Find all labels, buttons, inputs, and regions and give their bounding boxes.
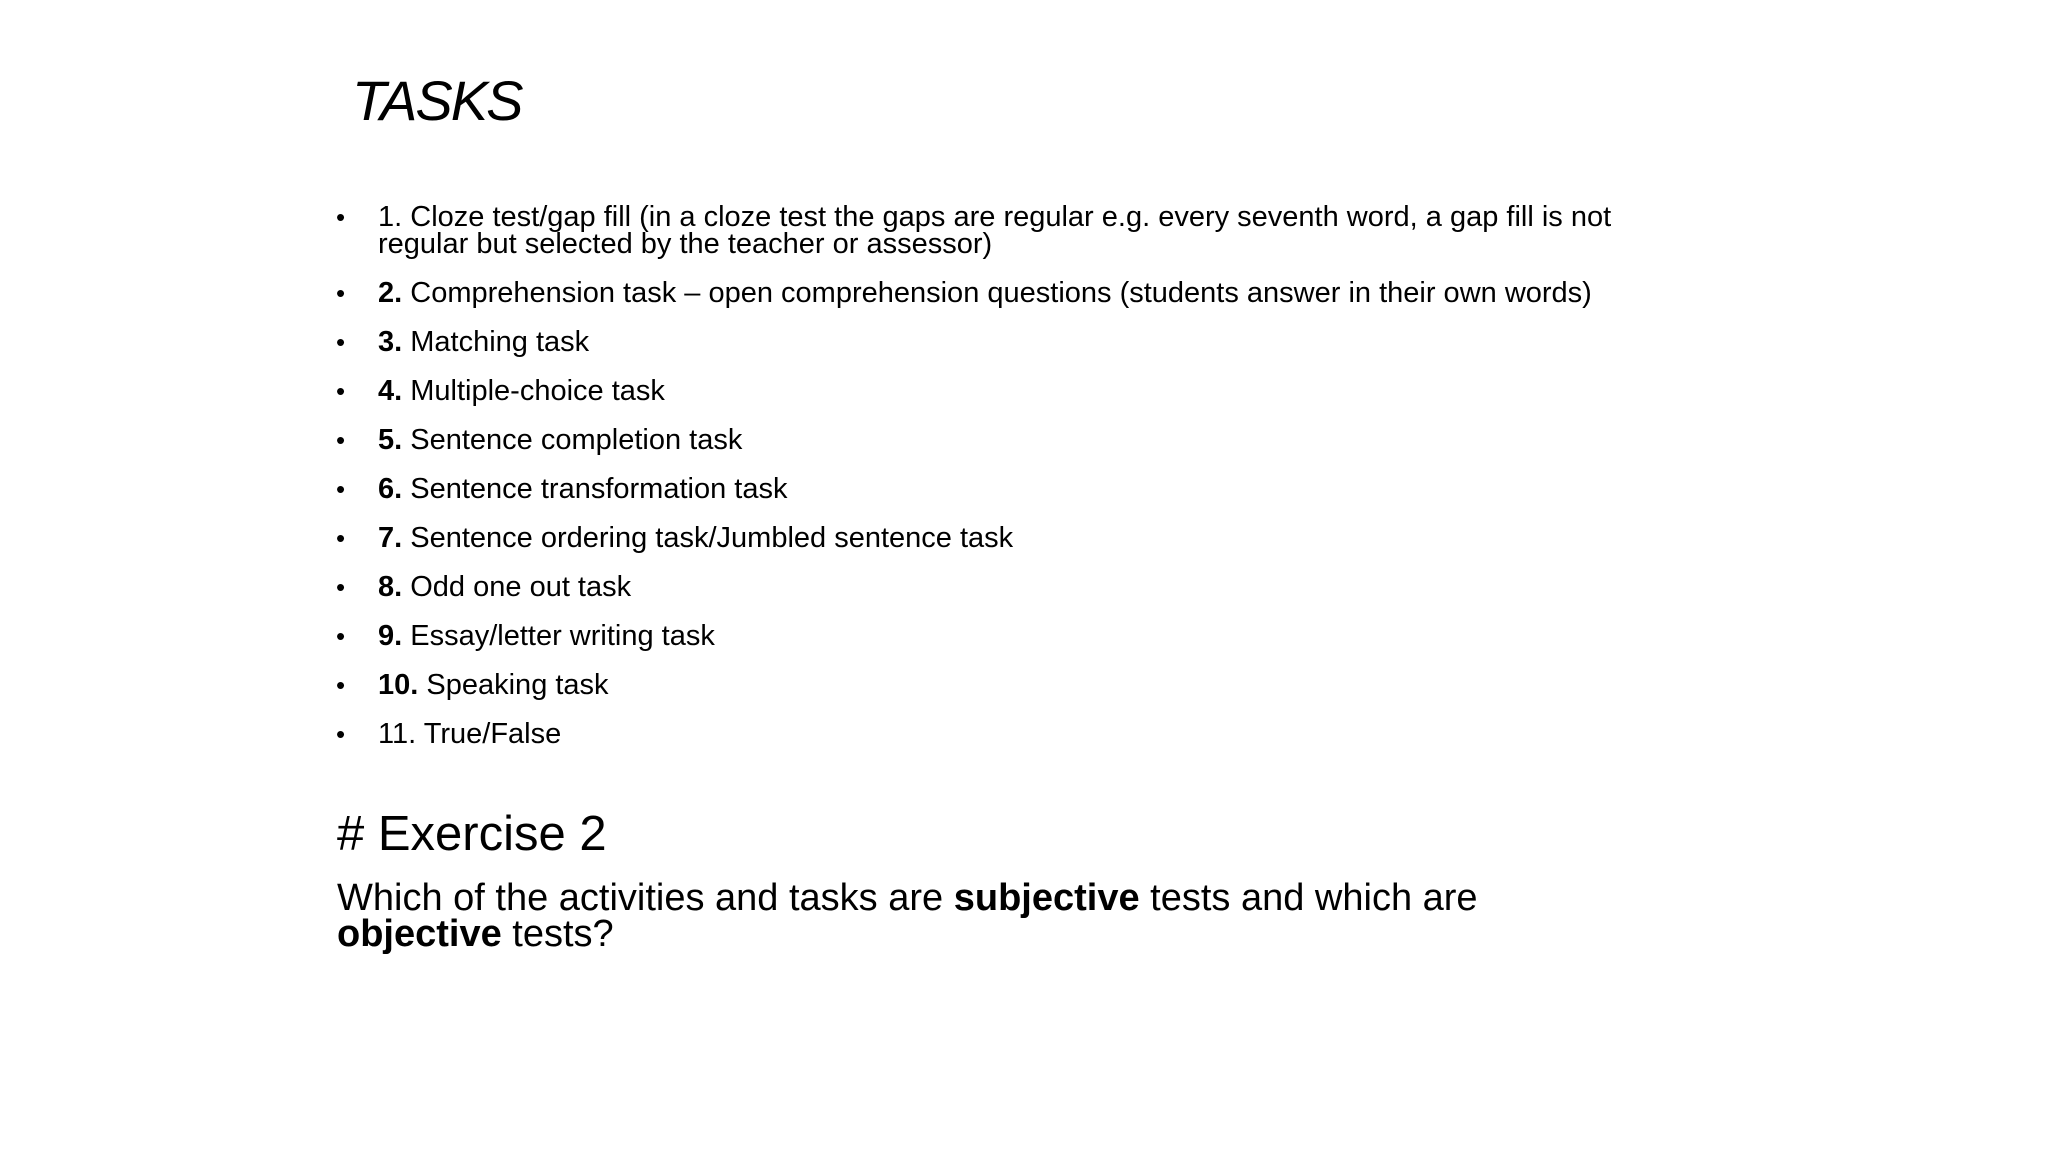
task-text: Comprehension task – open comprehension questions (students answer in their own words): [410, 277, 1592, 309]
task-text: Sentence transformation task: [410, 473, 788, 505]
list-item: [336, 522, 1656, 554]
task-text: Cloze test/gap fill (in a cloze test the gaps are regular e.g. every seventh word, a gap fill is not regular but selected by the teacher or assessor): [378, 201, 1612, 260]
task-number: 3.: [378, 326, 403, 358]
list-item: [336, 424, 1656, 456]
task-number: 6.: [378, 473, 403, 505]
exercise-text-part: Which of the activities and tasks are: [337, 877, 954, 919]
task-text: Sentence completion task: [410, 424, 743, 456]
bullet-icon: •: [336, 523, 346, 553]
bullet-icon: •: [336, 572, 346, 602]
list-item: [336, 277, 1656, 309]
slide-title: TASKS: [352, 69, 522, 132]
list-item: [336, 375, 1656, 407]
list-item: [336, 620, 1656, 652]
task-number: 2.: [378, 277, 403, 309]
task-number: 5.: [378, 424, 403, 456]
bullet-icon: •: [336, 621, 346, 651]
list-item: [336, 718, 1656, 750]
task-text: True/False: [423, 718, 562, 750]
task-number: 10.: [378, 669, 419, 701]
bullet-icon: •: [336, 474, 346, 504]
exercise-text-part: tests and which are: [1139, 877, 1478, 919]
bullet-icon: •: [336, 425, 346, 455]
exercise-question: [337, 877, 1637, 955]
task-list: [336, 201, 1656, 770]
task-number: 4.: [378, 375, 403, 407]
task-number: 8.: [378, 571, 403, 603]
bullet-icon: •: [336, 719, 346, 749]
task-text: Sentence ordering task/Jumbled sentence task: [410, 522, 1014, 554]
task-number: 1.: [378, 201, 403, 233]
list-item: [336, 201, 1656, 260]
exercise-heading: # Exercise 2: [337, 807, 607, 861]
exercise-keyword-subjective: subjective: [953, 877, 1140, 919]
task-number: 9.: [378, 620, 403, 652]
list-item: [336, 669, 1656, 701]
task-text: Multiple-choice task: [410, 375, 665, 407]
exercise-keyword-objective: objective: [337, 913, 502, 955]
task-text: Essay/letter writing task: [410, 620, 715, 652]
bullet-icon: •: [336, 278, 346, 308]
list-item: [336, 473, 1656, 505]
bullet-icon: •: [336, 376, 346, 406]
list-item: [336, 326, 1656, 358]
bullet-icon: •: [336, 670, 346, 700]
task-text: Matching task: [410, 326, 590, 358]
task-text: Odd one out task: [410, 571, 632, 603]
list-item: [336, 571, 1656, 603]
task-number: 11.: [378, 718, 417, 750]
bullet-icon: •: [336, 202, 346, 232]
bullet-icon: •: [336, 327, 346, 357]
task-number: 7.: [378, 522, 403, 554]
exercise-text-part: tests?: [501, 913, 614, 955]
task-text: Speaking task: [426, 669, 609, 701]
